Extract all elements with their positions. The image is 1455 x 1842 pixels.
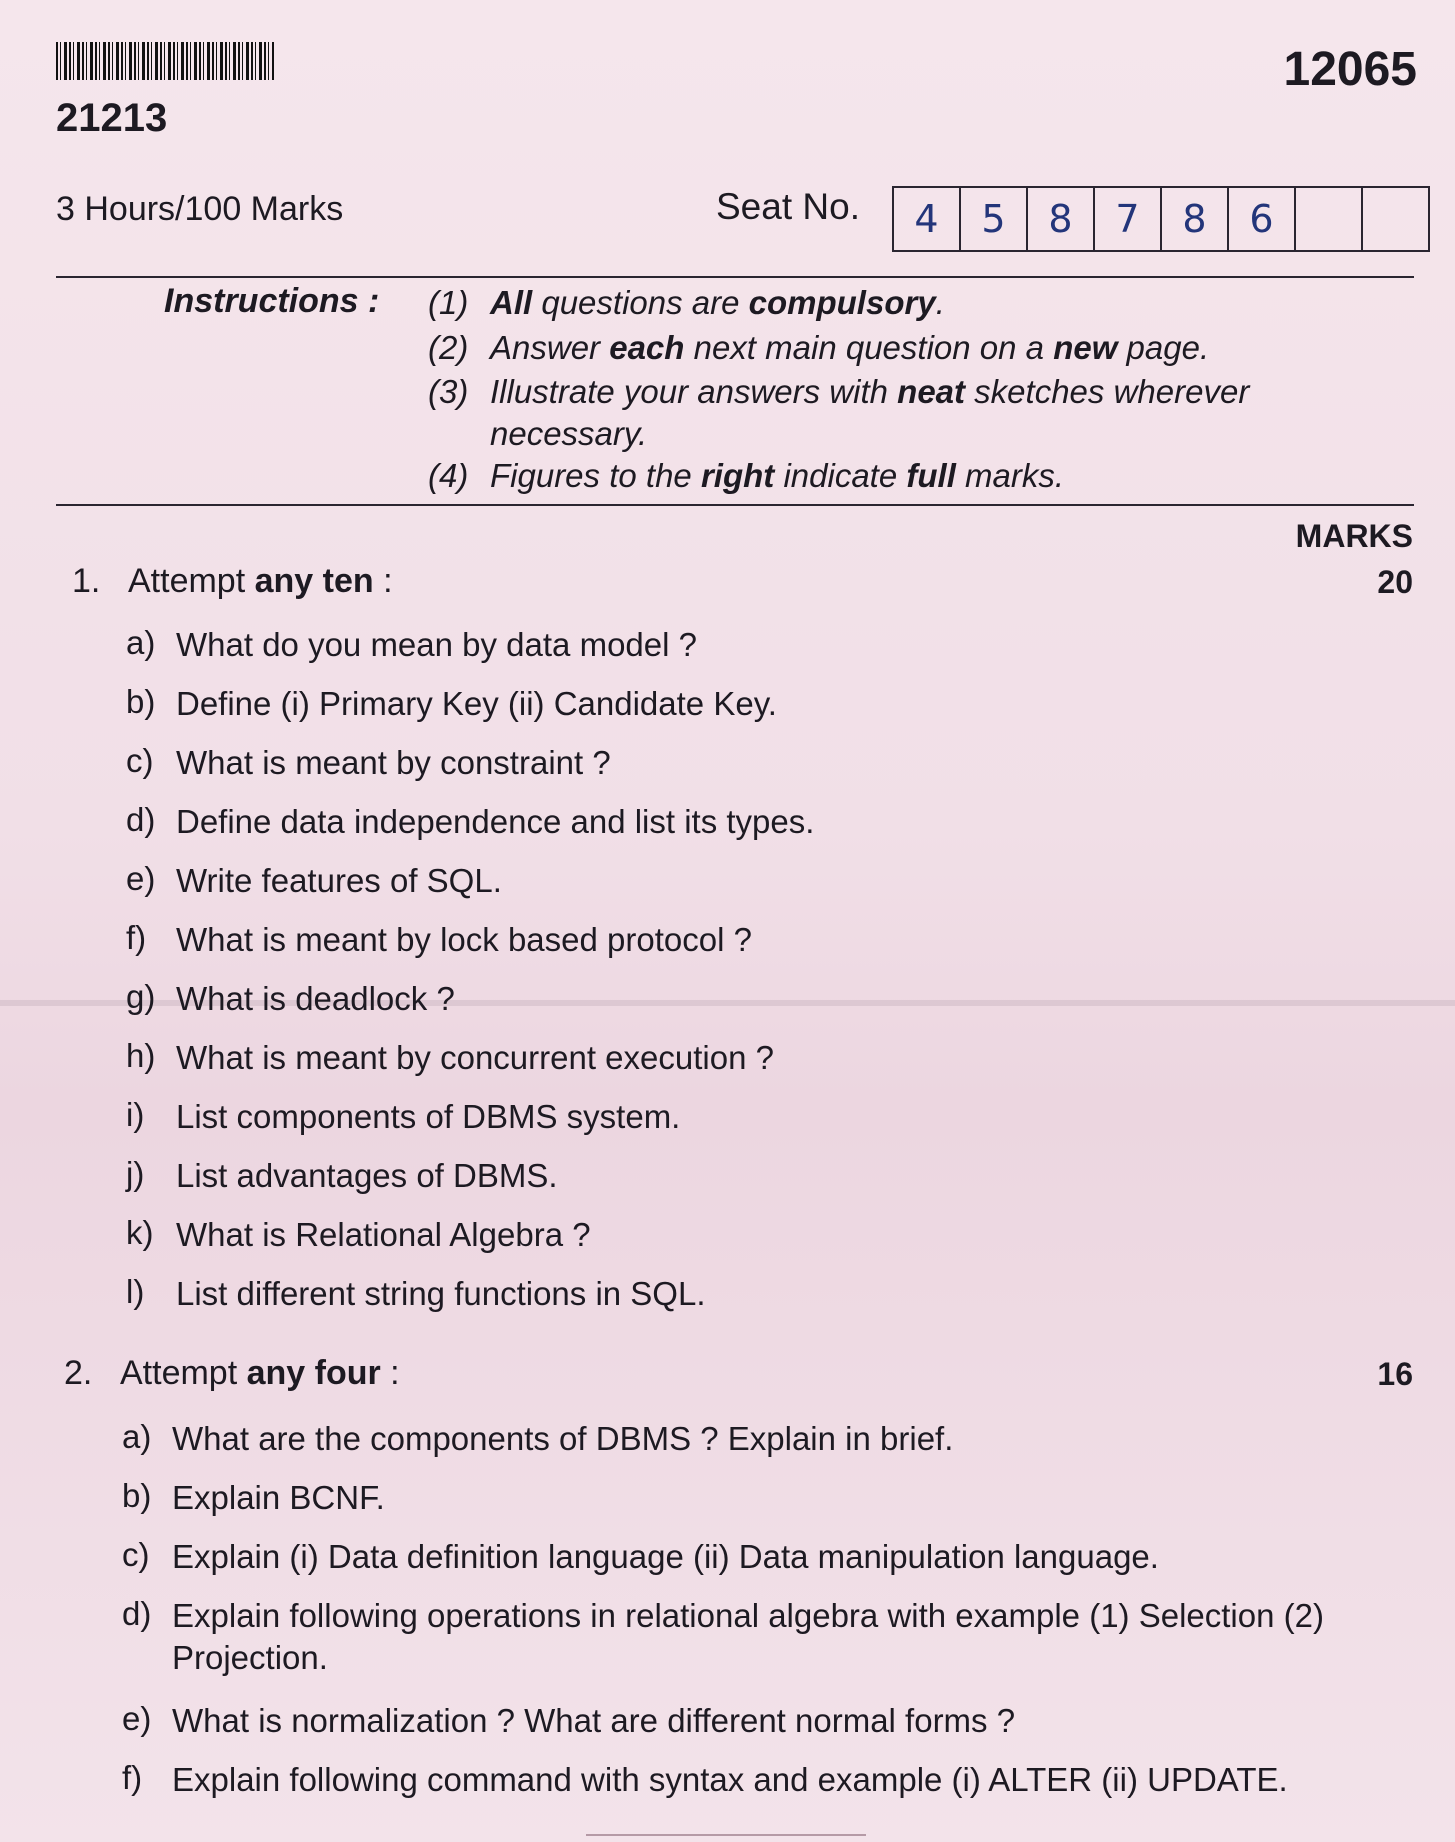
question-colon: : bbox=[380, 1354, 400, 1392]
sub-question-label: g) bbox=[126, 978, 156, 1015]
instructions-divider bbox=[56, 504, 1414, 506]
sub-question-label: a) bbox=[122, 1418, 152, 1455]
page-end-line bbox=[586, 1834, 866, 1836]
sub-question-label: e) bbox=[126, 860, 156, 897]
instruction-text: marks. bbox=[955, 457, 1065, 494]
seat-digit-box bbox=[1296, 188, 1363, 250]
question-colon: : bbox=[373, 562, 393, 600]
seat-digit-box bbox=[1363, 188, 1428, 250]
instruction-item bbox=[428, 373, 1249, 411]
seat-number-boxes bbox=[892, 186, 1430, 252]
sub-question-text: Explain BCNF. bbox=[172, 1479, 385, 1516]
seat-digit-box: 7 bbox=[1095, 188, 1162, 250]
sub-question bbox=[126, 1214, 1376, 1256]
sub-question-label: c) bbox=[122, 1536, 150, 1573]
sub-question bbox=[126, 1273, 1376, 1315]
instruction-number: (2) bbox=[428, 329, 469, 366]
duration-marks: 3 Hours/100 Marks bbox=[56, 190, 344, 228]
paper-code: 21213 bbox=[56, 96, 168, 140]
sub-question-text: Explain following operations in relational algebra with example (1) Selection (2) Projection. bbox=[172, 1597, 1324, 1676]
question-heading bbox=[64, 1354, 400, 1393]
seat-number-label: Seat No. bbox=[716, 186, 860, 227]
instructions-label: Instructions : bbox=[164, 282, 380, 320]
instruction-text: page. bbox=[1117, 329, 1210, 366]
sub-question-text: What is meant by concurrent execution ? bbox=[176, 1039, 774, 1076]
sub-question bbox=[126, 1155, 1376, 1197]
instruction-emphasis: each bbox=[609, 329, 685, 366]
instruction-number: (1) bbox=[428, 284, 469, 321]
sub-question-label: i) bbox=[126, 1096, 145, 1133]
sub-question-text: What is deadlock ? bbox=[176, 980, 455, 1017]
marks-heading: MARKS bbox=[1295, 518, 1413, 554]
sub-question-label: c) bbox=[126, 742, 154, 779]
question-instruction: Attempt bbox=[120, 1354, 247, 1392]
question-instruction: Attempt bbox=[128, 562, 255, 600]
instruction-emphasis: right bbox=[700, 457, 775, 494]
sub-question-label: e) bbox=[122, 1700, 152, 1737]
sub-question bbox=[122, 1536, 1402, 1578]
sub-question-label: d) bbox=[122, 1595, 152, 1632]
sub-question bbox=[122, 1418, 1402, 1460]
sub-question bbox=[122, 1595, 1402, 1679]
sub-question-text: Define data independence and list its types. bbox=[176, 803, 815, 840]
instruction-text: . bbox=[935, 284, 945, 321]
question-emphasis: any ten bbox=[254, 562, 374, 600]
sub-question-text: List different string functions in SQL. bbox=[176, 1275, 706, 1312]
sub-question bbox=[122, 1759, 1402, 1801]
instruction-text: Figures to the bbox=[490, 457, 701, 494]
instruction-text: next main question on a bbox=[684, 329, 1054, 366]
sub-question-text: List advantages of DBMS. bbox=[176, 1157, 558, 1194]
sub-question bbox=[126, 978, 1376, 1020]
instruction-emphasis: neat bbox=[897, 373, 966, 410]
instruction-text: Answer bbox=[490, 329, 610, 366]
question-heading bbox=[72, 562, 393, 601]
instruction-item bbox=[428, 284, 945, 322]
instruction-number: (3) bbox=[428, 373, 469, 410]
sub-question-text: What do you mean by data model ? bbox=[176, 626, 697, 663]
sub-question-text: List components of DBMS system. bbox=[176, 1098, 681, 1135]
sub-question bbox=[126, 683, 1376, 725]
sub-question bbox=[126, 742, 1376, 784]
instruction-text: questions are bbox=[532, 284, 749, 321]
question-marks: 20 bbox=[1377, 564, 1413, 600]
sub-question-label: b) bbox=[122, 1477, 152, 1514]
sub-question-text: Write features of SQL. bbox=[176, 862, 502, 899]
instruction-item bbox=[428, 415, 647, 453]
sub-question-text: What is normalization ? What are different normal forms ? bbox=[172, 1702, 1016, 1739]
instruction-text: necessary. bbox=[490, 415, 648, 452]
subject-code: 12065 bbox=[1283, 43, 1417, 96]
instruction-emphasis: compulsory bbox=[748, 284, 936, 321]
seat-digit-box: 4 bbox=[894, 188, 961, 250]
instruction-emphasis: full bbox=[906, 457, 956, 494]
sub-question-label: d) bbox=[126, 801, 156, 838]
sub-question bbox=[126, 860, 1376, 902]
sub-question-label: a) bbox=[126, 624, 156, 661]
instruction-number: (4) bbox=[428, 457, 469, 494]
seat-digit-box: 8 bbox=[1028, 188, 1095, 250]
question-emphasis: any four bbox=[246, 1354, 381, 1392]
barcode-icon bbox=[56, 42, 274, 80]
instruction-text: indicate bbox=[774, 457, 907, 494]
sub-question-text: Explain following command with syntax and example (i) ALTER (ii) UPDATE. bbox=[172, 1761, 1288, 1798]
instruction-item bbox=[428, 329, 1209, 367]
sub-question bbox=[126, 919, 1376, 961]
sub-question-text: What is meant by constraint ? bbox=[176, 744, 611, 781]
instruction-emphasis: All bbox=[490, 284, 533, 321]
sub-question-label: l) bbox=[126, 1273, 145, 1310]
sub-question-label: j) bbox=[126, 1155, 145, 1192]
sub-question-text: What are the components of DBMS ? Explain in brief. bbox=[172, 1420, 954, 1457]
sub-question-label: f) bbox=[126, 919, 147, 956]
question-marks: 16 bbox=[1377, 1356, 1413, 1392]
sub-question-text: Define (i) Primary Key (ii) Candidate Key. bbox=[176, 685, 777, 722]
seat-digit-box: 8 bbox=[1162, 188, 1229, 250]
sub-question bbox=[126, 624, 1376, 666]
sub-question bbox=[126, 1037, 1376, 1079]
header-divider bbox=[56, 276, 1414, 278]
seat-digit-box: 5 bbox=[961, 188, 1028, 250]
question-number: 1. bbox=[72, 562, 101, 600]
sub-question bbox=[122, 1700, 1402, 1742]
instruction-item bbox=[428, 457, 1064, 495]
instruction-text: Illustrate your answers with bbox=[490, 373, 898, 410]
instruction-text: sketches wherever bbox=[965, 373, 1250, 410]
sub-question-text: What is meant by lock based protocol ? bbox=[176, 921, 752, 958]
sub-question-text: Explain (i) Data definition language (ii) Data manipulation language. bbox=[172, 1538, 1159, 1575]
instruction-emphasis: new bbox=[1053, 329, 1118, 366]
sub-question-label: f) bbox=[122, 1759, 143, 1796]
sub-question-label: k) bbox=[126, 1214, 154, 1251]
sub-question bbox=[122, 1477, 1402, 1519]
sub-question-label: h) bbox=[126, 1037, 156, 1074]
question-number: 2. bbox=[64, 1354, 93, 1392]
sub-question-text: What is Relational Algebra ? bbox=[176, 1216, 591, 1253]
seat-digit-box: 6 bbox=[1229, 188, 1296, 250]
sub-question bbox=[126, 801, 1376, 843]
sub-question bbox=[126, 1096, 1376, 1138]
sub-question-label: b) bbox=[126, 683, 156, 720]
